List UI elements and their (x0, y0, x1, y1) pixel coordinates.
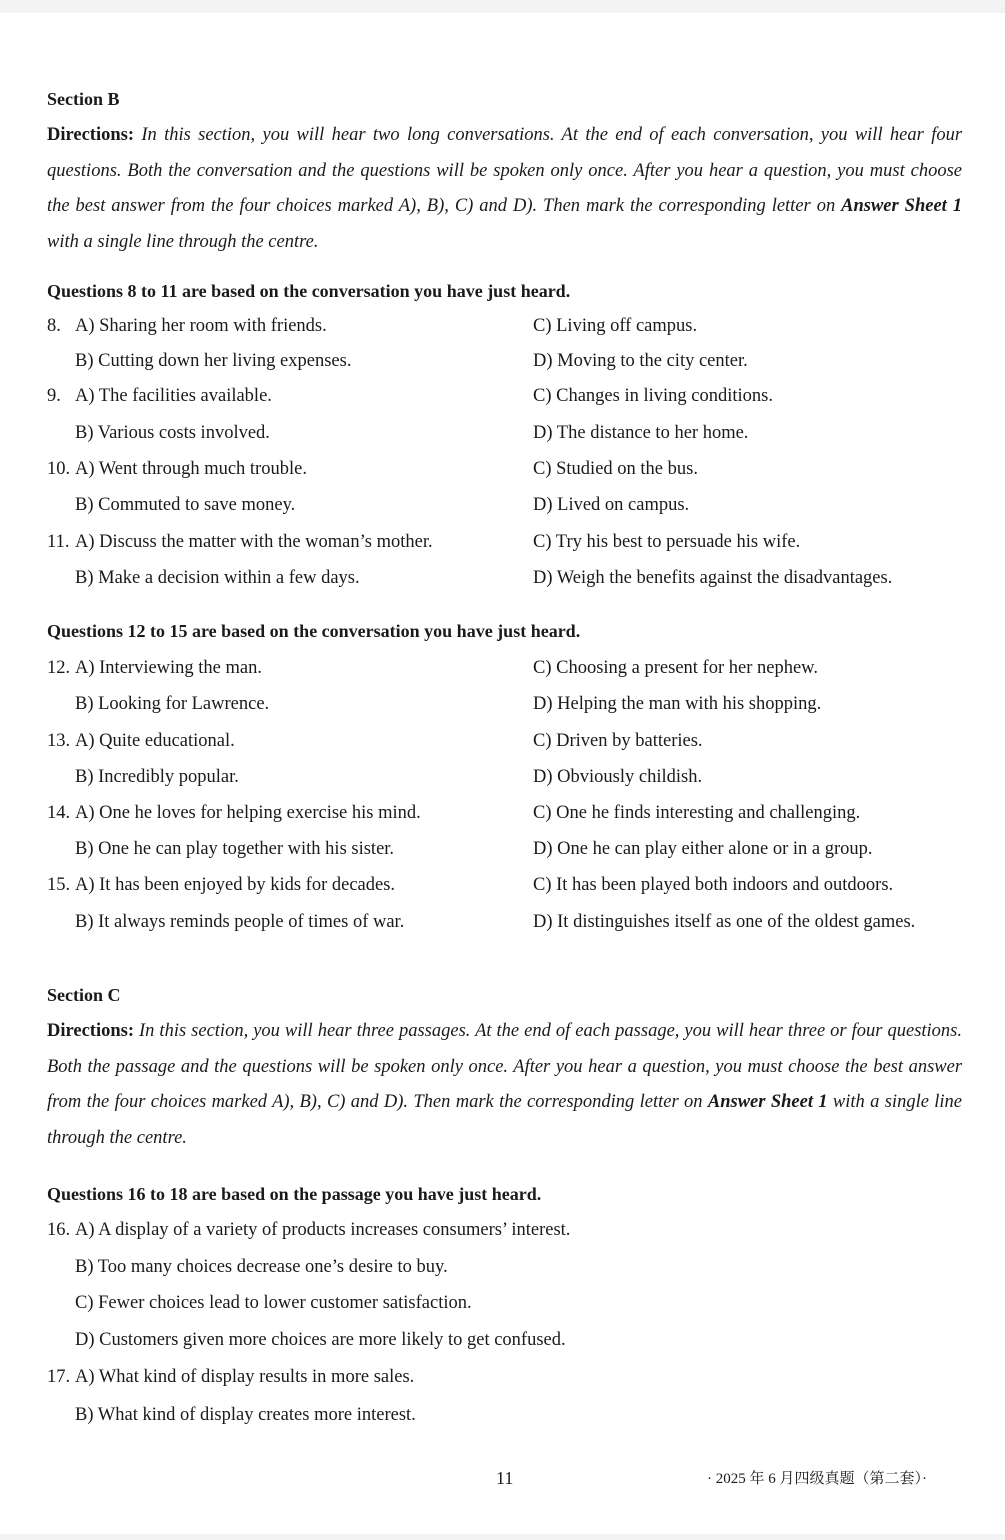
question-number: 8. (47, 316, 61, 336)
question-number: 16. (47, 1220, 71, 1240)
option-d: D) Customers given more choices are more likely to get confused. (75, 1330, 566, 1350)
question-number: 17. (47, 1367, 71, 1387)
directions-line-4-post: with a single line through the centre. (47, 1092, 963, 1148)
exam-label: · 2025 年 6 月四级真题（第二套）· (707, 1471, 927, 1487)
directions-line-1: In this section, you will hear three passages. At the end of each passage, you will hear three or four (139, 1021, 883, 1041)
answer-sheet-label: Answer Sheet 1 (841, 196, 963, 216)
directions-line-1: In this section, you will hear two long conversations. At the end of each conversation, you will hear (141, 125, 924, 145)
option-c: C) Studied on the bus. (533, 459, 698, 479)
directions-line-3: must choose the best answer from the four choices marked A), B), C) and D). Then mark the corresponding letter (47, 160, 963, 216)
question-number: 11. (47, 532, 70, 552)
option-b: B) It always reminds people of times of war. (75, 912, 405, 932)
section-b-title: Section B (47, 89, 120, 109)
option-c: C) Driven by batteries. (533, 731, 703, 751)
option-a: A) One he loves for helping exercise his mind. (75, 803, 421, 823)
option-d: D) Lived on campus. (533, 495, 690, 515)
option-d: D) Weigh the benefits against the disadvantages. (533, 568, 893, 588)
directions-line-3: choose the best answer from the four choices marked A), B), C) and D). Then mark the corresponding letter on (47, 1056, 963, 1112)
option-c: C) Try his best to persuade his wife. (533, 532, 801, 552)
option-d: D) One he can play either alone or in a group. (533, 839, 873, 859)
option-b: B) Too many choices decrease one’s desire to buy. (75, 1257, 448, 1277)
option-a: A) What kind of display results in more sales. (75, 1367, 415, 1387)
option-a: A) Quite educational. (75, 731, 235, 751)
option-c: C) Changes in living conditions. (533, 386, 773, 406)
answer-sheet-label: Answer Sheet 1 (707, 1092, 828, 1112)
directions-line-2: four questions. Both the conversation and the questions will be spoken only once. After you hear a question, you (47, 125, 963, 181)
question-number: 15. (47, 875, 71, 895)
directions-line-4-pre: on (816, 196, 842, 216)
directions-line-4-post: with a single line through the centre. (47, 231, 319, 252)
option-b: B) Cutting down her living expenses. (75, 351, 352, 371)
bottom-margin-bar (0, 1534, 1005, 1540)
questions-16-18-heading: Questions 16 to 18 are based on the passage you have just heard. (47, 1184, 542, 1204)
option-a: A) Went through much trouble. (75, 459, 307, 479)
question-number: 14. (47, 803, 71, 823)
option-b: B) Commuted to save money. (75, 495, 296, 515)
option-a: A) Sharing her room with friends. (75, 316, 327, 336)
section-b-directions (47, 118, 962, 260)
option-b: B) One he can play together with his sister. (75, 839, 395, 859)
option-a: A) A display of a variety of products increases consumers’ interest. (75, 1220, 571, 1240)
option-c: C) Living off campus. (533, 316, 698, 336)
option-a: A) Interviewing the man. (75, 658, 262, 678)
page-number: 11 (496, 1468, 514, 1488)
option-b: B) Looking for Lawrence. (75, 694, 270, 714)
top-margin-bar (0, 0, 1005, 13)
option-c: C) It has been played both indoors and outdoors. (533, 875, 894, 895)
option-c: C) Choosing a present for her nephew. (533, 658, 818, 678)
option-a: A) It has been enjoyed by kids for decades. (75, 875, 396, 895)
option-b: B) Make a decision within a few days. (75, 568, 360, 588)
option-c: C) One he finds interesting and challenging. (533, 803, 861, 823)
section-c-directions (47, 1014, 962, 1156)
option-d: D) Obviously childish. (533, 767, 703, 787)
directions-label: Directions: (47, 1021, 134, 1041)
question-number: 12. (47, 658, 71, 678)
option-b: B) Incredibly popular. (75, 767, 239, 787)
option-d: D) It distinguishes itself as one of the oldest games. (533, 912, 916, 932)
option-d: D) Moving to the city center. (533, 351, 748, 371)
section-c-title: Section C (47, 985, 121, 1005)
option-b: B) What kind of display creates more interest. (75, 1405, 416, 1425)
option-d: D) Helping the man with his shopping. (533, 694, 822, 714)
questions-12-15-heading: Questions 12 to 15 are based on the conversation you have just heard. (47, 621, 581, 641)
question-number: 10. (47, 459, 71, 479)
option-c: C) Fewer choices lead to lower customer satisfaction. (75, 1293, 472, 1313)
option-a: A) The facilities available. (75, 386, 272, 406)
option-b: B) Various costs involved. (75, 423, 270, 443)
directions-label: Directions: (47, 125, 134, 145)
question-number: 9. (47, 386, 61, 406)
option-a: A) Discuss the matter with the woman’s mother. (75, 532, 433, 552)
question-number: 13. (47, 731, 71, 751)
questions-8-11-heading: Questions 8 to 11 are based on the conversation you have just heard. (47, 281, 571, 301)
directions-line-2: questions. Both the passage and the questions will be spoken only once. After you hear a question, you must (47, 1021, 962, 1077)
option-d: D) The distance to her home. (533, 423, 749, 443)
